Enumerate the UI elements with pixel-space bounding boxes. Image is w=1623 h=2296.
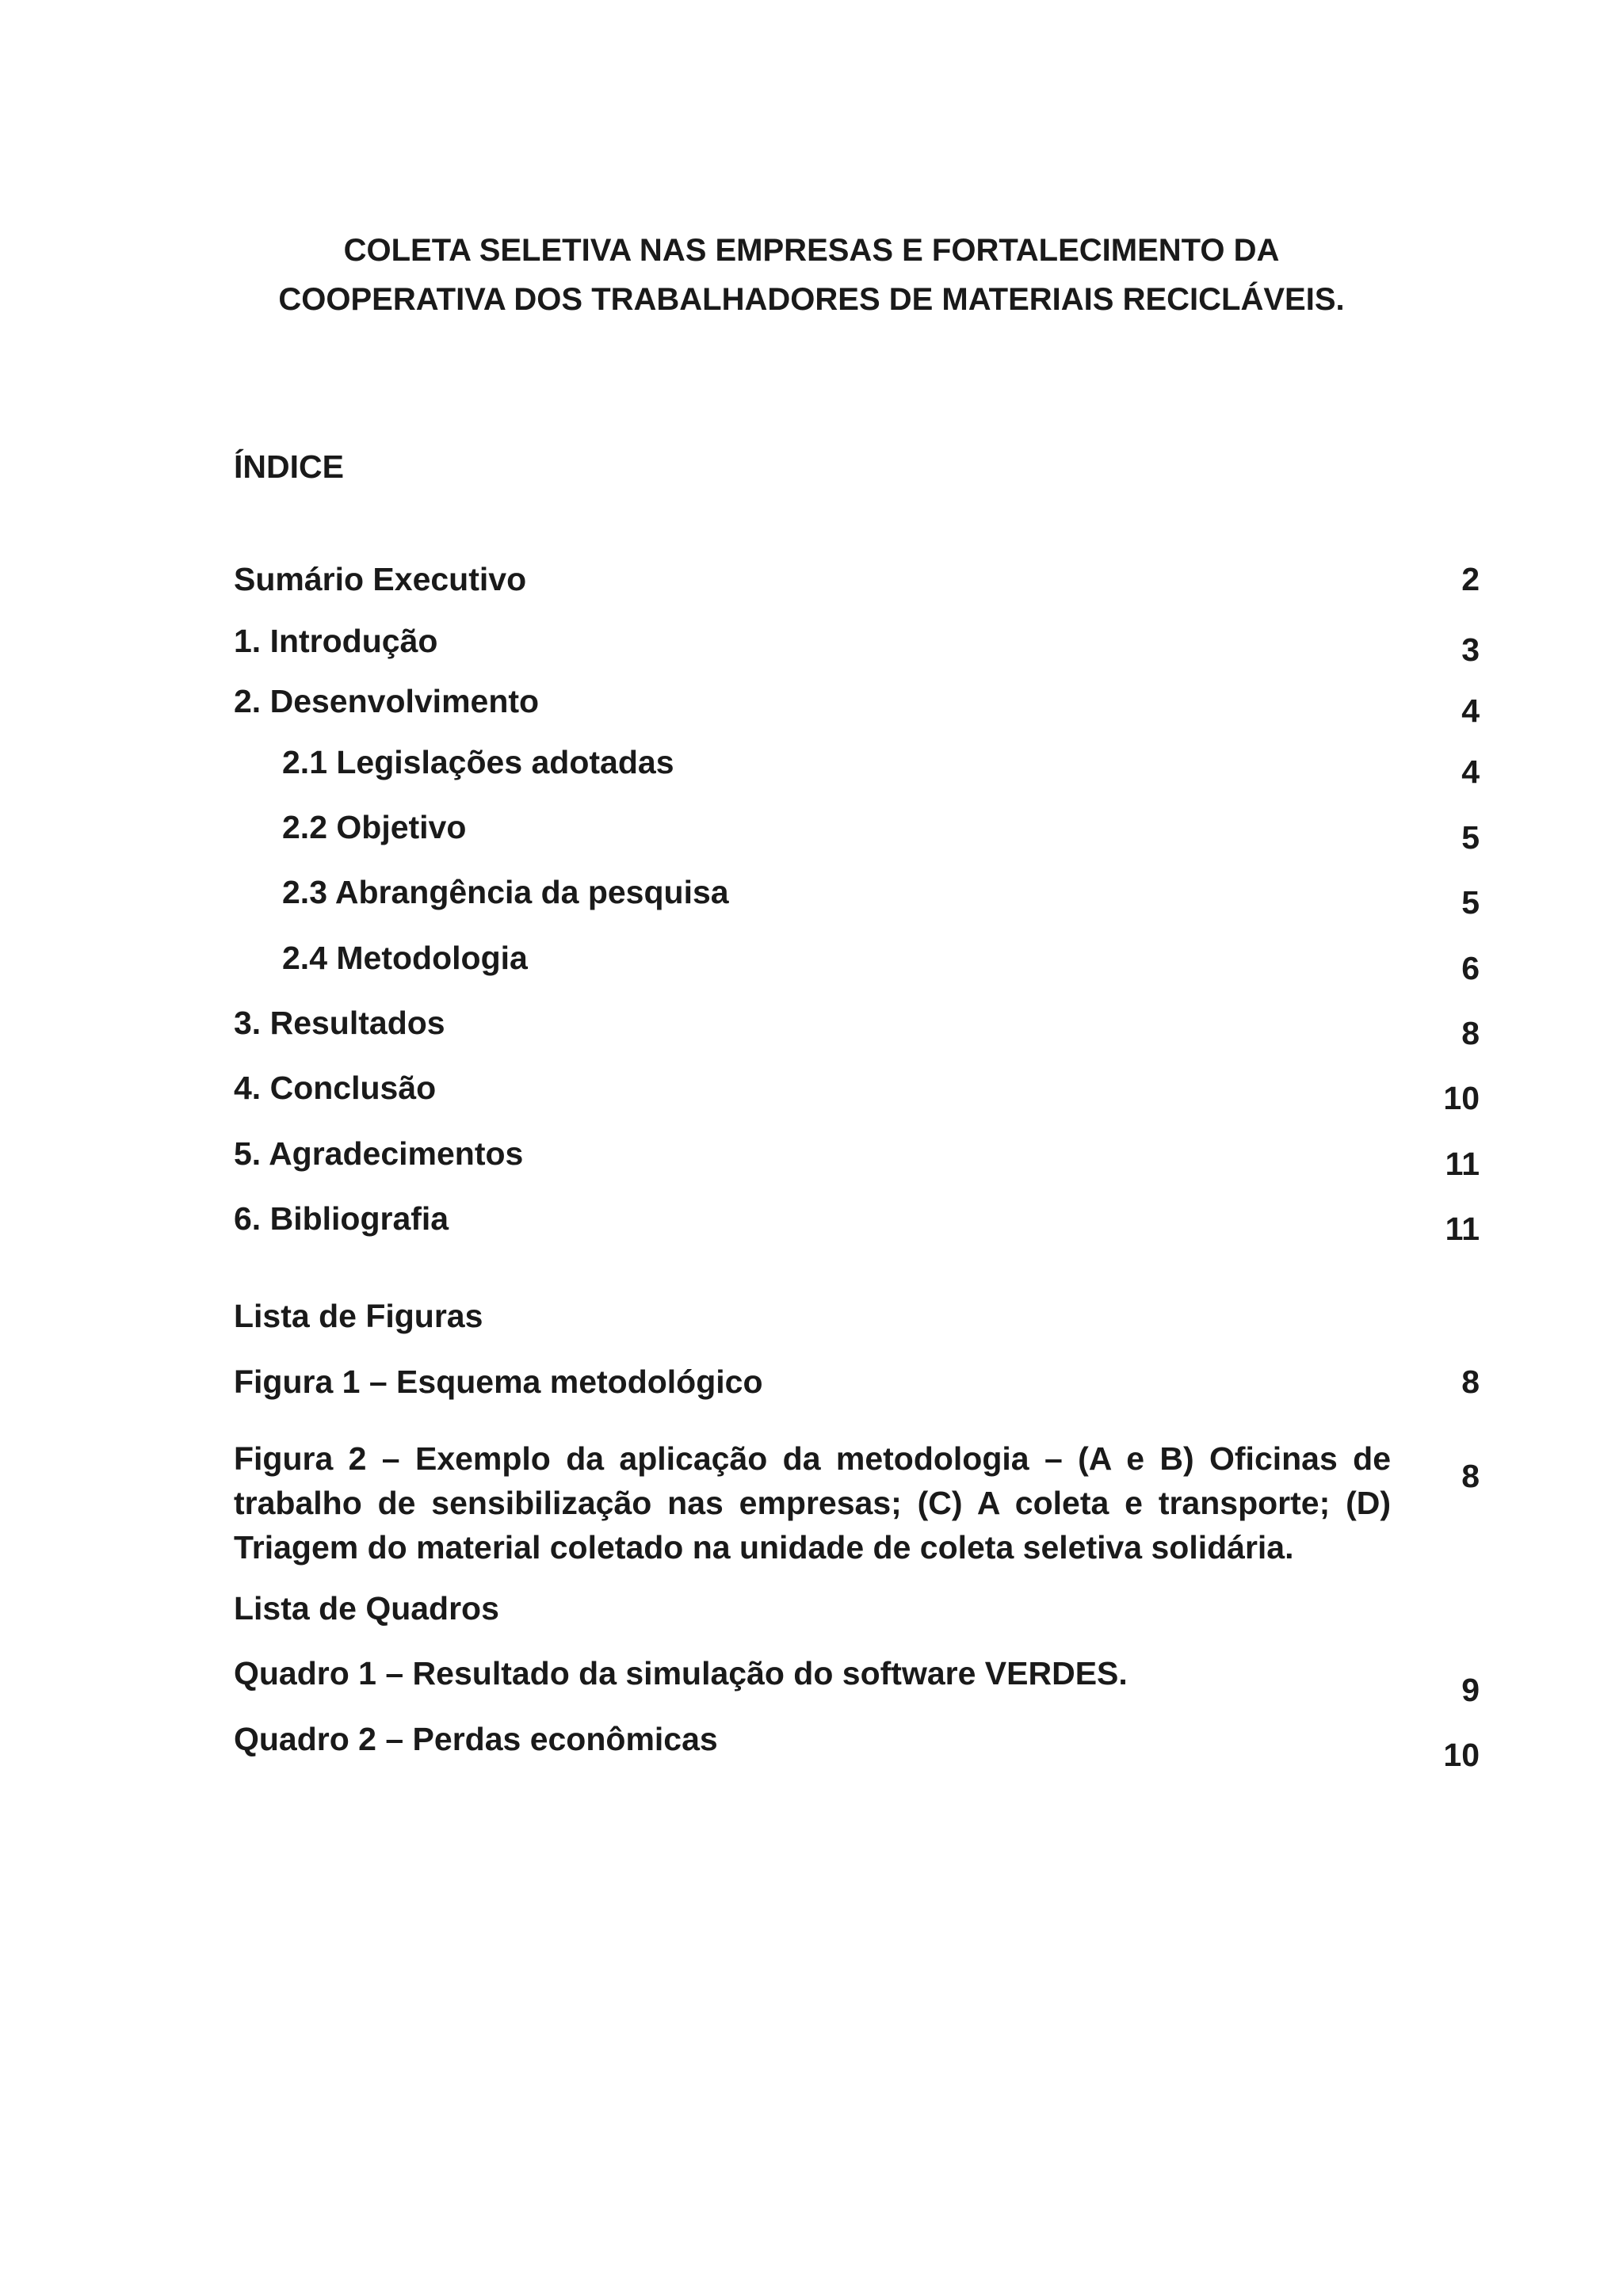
toc-item-legislacoes-label: 2.1 Legislações adotadas	[282, 744, 674, 780]
toc-item-agradecimentos-label: 5. Agradecimentos	[234, 1135, 524, 1172]
toc-item-sumario-page: 2	[1461, 561, 1480, 597]
index-heading: ÍNDICE	[234, 448, 344, 485]
document-title	[0, 226, 1623, 324]
toc-item-abrangencia-page: 5	[1461, 884, 1480, 921]
figures-heading: Lista de Figuras	[234, 1298, 483, 1334]
table-2-page: 10	[1443, 1737, 1480, 1773]
toc-item-resultados-label: 3. Resultados	[234, 1005, 445, 1041]
toc-item-introducao-page: 3	[1461, 631, 1480, 668]
title-line-2: COOPERATIVA DOS TRABALHADORES DE MATERIAIS RECICLÁVEIS.	[278, 282, 1345, 317]
toc-item-bibliografia-label: 6. Bibliografia	[234, 1200, 449, 1237]
toc-item-legislacoes-page: 4	[1461, 753, 1480, 790]
toc-item-sumario-label: Sumário Executivo	[234, 561, 527, 597]
toc-item-conclusao-label: 4. Conclusão	[234, 1070, 437, 1106]
table-2-label: Quadro 2 – Perdas econômicas	[234, 1721, 718, 1757]
figure-2-label: Figura 2 – Exemplo da aplicação da metodologia – (A e B) Oficinas de trabalho de sensibilização nas empresas; (C) A coleta e transporte; (D) Triagem do material coletado na unidade de coleta seletiva solidária.	[234, 1440, 1391, 1566]
table-1-label: Quadro 1 – Resultado da simulação do software VERDES.	[234, 1655, 1128, 1691]
toc-item-agradecimentos-page: 11	[1445, 1146, 1480, 1182]
toc-item-abrangencia-label: 2.3 Abrangência da pesquisa	[282, 874, 729, 910]
toc-item-conclusao-page: 10	[1443, 1080, 1480, 1116]
toc-item-introducao-label: 1. Introdução	[234, 623, 438, 659]
toc-item-objetivo-label: 2.2 Objetivo	[282, 809, 467, 845]
toc-item-metodologia-page: 6	[1461, 950, 1480, 986]
toc-item-bibliografia-page: 11	[1445, 1211, 1480, 1247]
toc-item-resultados-page: 8	[1461, 1015, 1480, 1051]
toc-item-desenvolvimento-label: 2. Desenvolvimento	[234, 683, 540, 719]
toc-item-desenvolvimento-page: 4	[1461, 692, 1480, 729]
figure-2-page: 8	[1461, 1458, 1480, 1494]
figure-1-page: 8	[1461, 1363, 1480, 1400]
figure-1-label: Figura 1 – Esquema metodológico	[234, 1363, 763, 1400]
toc-item-metodologia-label: 2.4 Metodologia	[282, 940, 528, 976]
title-line-1: COLETA SELETIVA NAS EMPRESAS E FORTALECIMENTO DA	[343, 233, 1280, 268]
toc-item-objetivo-page: 5	[1461, 819, 1480, 856]
table-1-page: 9	[1461, 1672, 1480, 1708]
tables-heading: Lista de Quadros	[234, 1590, 499, 1627]
